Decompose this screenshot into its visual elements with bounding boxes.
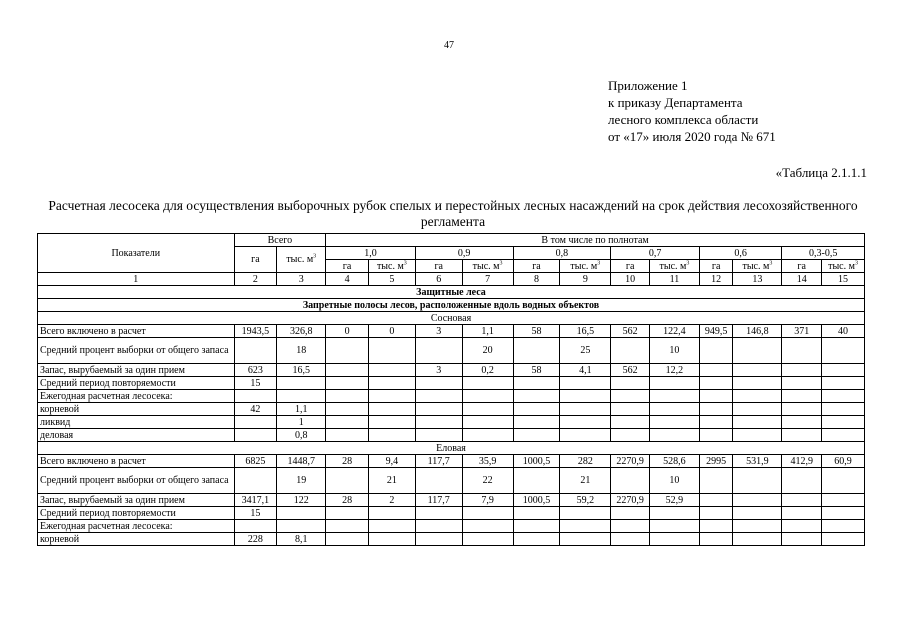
column-number: 13: [733, 273, 782, 286]
table-cell: 40: [822, 325, 865, 338]
table-cell: 3: [415, 364, 462, 377]
table-title: Расчетная лесосека для осуществления выборочных рубок спелых и перестойных лесных насаждений на срок действия лесохозяйственного регламента: [48, 198, 858, 229]
table-cell: [733, 416, 782, 429]
header-all-m3: тыс. $м^3$: [277, 247, 326, 273]
table-cell: 16,5: [560, 325, 611, 338]
table-row: [38, 494, 865, 507]
table-cell: [733, 468, 782, 494]
table-cell: [649, 429, 699, 442]
table-row: [38, 364, 865, 377]
table-cell: [649, 520, 699, 533]
page-number: 47: [444, 40, 454, 51]
row-label: корневой: [38, 403, 235, 416]
header-unit-m3: тыс. $м^3$: [649, 260, 699, 273]
table-cell: 412,9: [782, 455, 822, 468]
column-number: 8: [513, 273, 560, 286]
table-row: [38, 338, 865, 364]
section-spruce: Еловая: [38, 442, 865, 455]
table-cell: [733, 429, 782, 442]
column-number: 2: [234, 273, 277, 286]
table-cell: [699, 338, 733, 364]
table-cell: 58: [513, 364, 560, 377]
table-cell: 228: [234, 533, 277, 546]
table-cell: [699, 520, 733, 533]
table-row: [38, 455, 865, 468]
table-cell: [611, 520, 650, 533]
row-label: деловая: [38, 429, 235, 442]
header-density: 0,9: [415, 247, 513, 260]
table-cell: [462, 416, 513, 429]
column-number: 9: [560, 273, 611, 286]
table-cell: [415, 468, 462, 494]
column-number: 6: [415, 273, 462, 286]
table-row: [38, 390, 865, 403]
column-number-row: [38, 273, 865, 286]
table-cell: [326, 468, 369, 494]
table-cell: [368, 429, 415, 442]
table-row: [38, 533, 865, 546]
table-cell: 22: [462, 468, 513, 494]
table-cell: 59,2: [560, 494, 611, 507]
header-density: 0,8: [513, 247, 611, 260]
header-unit-m3: тыс. $м^3$: [733, 260, 782, 273]
table-cell: 42: [234, 403, 277, 416]
table-cell: [326, 377, 369, 390]
table-row: [38, 429, 865, 442]
table-cell: 10: [649, 468, 699, 494]
table-cell: 1448,7: [277, 455, 326, 468]
table-cell: [560, 416, 611, 429]
table-cell: 28: [326, 455, 369, 468]
table-cell: [326, 364, 369, 377]
header-indicator: Показатели: [38, 234, 235, 273]
column-number: 15: [822, 273, 865, 286]
table-cell: [699, 494, 733, 507]
table-cell: [368, 390, 415, 403]
table-cell: [560, 403, 611, 416]
table-cell: [560, 507, 611, 520]
table-cell: 117,7: [415, 455, 462, 468]
table-cell: [782, 468, 822, 494]
table-cell: [415, 338, 462, 364]
table-cell: [699, 377, 733, 390]
table-cell: [733, 364, 782, 377]
table-cell: [513, 416, 560, 429]
table-cell: [415, 403, 462, 416]
table-cell: [782, 533, 822, 546]
table-cell: [462, 429, 513, 442]
table-cell: 562: [611, 325, 650, 338]
table-cell: [560, 429, 611, 442]
table-cell: [415, 390, 462, 403]
table-cell: [513, 403, 560, 416]
header-unit-ha: га: [513, 260, 560, 273]
table-cell: [782, 377, 822, 390]
table-cell: [326, 390, 369, 403]
table-cell: [368, 338, 415, 364]
table-cell: [699, 403, 733, 416]
row-label: Средний процент выборки от общего запаса: [38, 468, 235, 494]
column-number: 5: [368, 273, 415, 286]
table-cell: 2270,9: [611, 455, 650, 468]
row-label: Запас, вырубаемый за один прием: [38, 494, 235, 507]
table-cell: 52,9: [649, 494, 699, 507]
table-cell: 18: [277, 338, 326, 364]
table-cell: [513, 520, 560, 533]
forest-cut-table: [37, 233, 865, 546]
header-unit-ha: га: [415, 260, 462, 273]
table-cell: [560, 377, 611, 390]
header-all-ha: га: [234, 247, 277, 273]
table-cell: [234, 338, 277, 364]
table-cell: [611, 377, 650, 390]
table-cell: 15: [234, 377, 277, 390]
table-cell: [513, 507, 560, 520]
table-cell: 2270,9: [611, 494, 650, 507]
table-cell: 1,1: [277, 403, 326, 416]
table-cell: [699, 390, 733, 403]
column-number: 4: [326, 273, 369, 286]
table-cell: [368, 533, 415, 546]
header-density: 0,3-0,5: [782, 247, 865, 260]
row-label: Средний период повторяемости: [38, 377, 235, 390]
table-row: [38, 507, 865, 520]
table-cell: [822, 468, 865, 494]
table-cell: [782, 364, 822, 377]
table-cell: 12,2: [649, 364, 699, 377]
table-cell: [326, 520, 369, 533]
row-label: Всего включено в расчет: [38, 455, 235, 468]
table-cell: [611, 403, 650, 416]
table-cell: 326,8: [277, 325, 326, 338]
table-cell: [649, 377, 699, 390]
table-cell: [415, 533, 462, 546]
table-cell: 9,4: [368, 455, 415, 468]
table-cell: 0,2: [462, 364, 513, 377]
table-cell: [462, 533, 513, 546]
header-density: 0,7: [611, 247, 700, 260]
column-number: 3: [277, 273, 326, 286]
column-number: 10: [611, 273, 650, 286]
table-cell: [699, 533, 733, 546]
table-cell: [234, 390, 277, 403]
table-cell: [649, 533, 699, 546]
table-cell: [277, 377, 326, 390]
annex-block: [608, 77, 776, 145]
table-cell: [782, 416, 822, 429]
header-density: 1,0: [326, 247, 416, 260]
table-cell: [415, 507, 462, 520]
table-cell: [326, 533, 369, 546]
header-unit-m3: тыс. $м^3$: [822, 260, 865, 273]
annex-line: лесного комплекса области: [608, 112, 759, 127]
table-cell: 19: [277, 468, 326, 494]
table-cell: [513, 377, 560, 390]
table-cell: 7,9: [462, 494, 513, 507]
table-cell: [782, 390, 822, 403]
table-row: [38, 520, 865, 533]
table-cell: [699, 429, 733, 442]
table-cell: [513, 390, 560, 403]
table-cell: [822, 429, 865, 442]
table-row: [38, 403, 865, 416]
table-cell: 15: [234, 507, 277, 520]
header-unit-m3: тыс. $м^3$: [462, 260, 513, 273]
table-cell: 1943,5: [234, 325, 277, 338]
table-cell: 20: [462, 338, 513, 364]
table-cell: 528,6: [649, 455, 699, 468]
table-cell: 562: [611, 364, 650, 377]
table-cell: 282: [560, 455, 611, 468]
table-cell: 10: [649, 338, 699, 364]
table-cell: 2995: [699, 455, 733, 468]
table-cell: [733, 520, 782, 533]
table-cell: [277, 390, 326, 403]
table-cell: [822, 364, 865, 377]
header-by-density: В том числе по полнотам: [326, 234, 865, 247]
table-cell: [462, 390, 513, 403]
table-cell: [560, 390, 611, 403]
table-cell: 3: [415, 325, 462, 338]
table-cell: 531,9: [733, 455, 782, 468]
header-unit-ha: га: [326, 260, 369, 273]
table-cell: [462, 377, 513, 390]
table-cell: [733, 494, 782, 507]
table-cell: [649, 403, 699, 416]
column-number: 12: [699, 273, 733, 286]
table-cell: 21: [368, 468, 415, 494]
table-cell: [782, 507, 822, 520]
table-cell: [699, 364, 733, 377]
table-cell: 122,4: [649, 325, 699, 338]
table-cell: 1000,5: [513, 494, 560, 507]
table-cell: 623: [234, 364, 277, 377]
section-pine: Сосновая: [38, 312, 865, 325]
header-unit-ha: га: [699, 260, 733, 273]
table-cell: [326, 403, 369, 416]
table-cell: [234, 468, 277, 494]
table-cell: 58: [513, 325, 560, 338]
table-cell: [611, 507, 650, 520]
table-row: [38, 377, 865, 390]
table-cell: [733, 390, 782, 403]
table-cell: [415, 429, 462, 442]
table-cell: [822, 403, 865, 416]
table-cell: [822, 494, 865, 507]
column-number: 7: [462, 273, 513, 286]
table-cell: 0: [368, 325, 415, 338]
table-cell: [513, 533, 560, 546]
table-cell: [733, 507, 782, 520]
table-cell: [462, 403, 513, 416]
row-label: Всего включено в расчет: [38, 325, 235, 338]
table-cell: [368, 403, 415, 416]
table-row: [38, 468, 865, 494]
table-cell: 8,1: [277, 533, 326, 546]
table-cell: 1,1: [462, 325, 513, 338]
table-cell: [513, 338, 560, 364]
table-cell: [611, 390, 650, 403]
row-label: Ежегодная расчетная лесосека:: [38, 520, 235, 533]
table-cell: [326, 429, 369, 442]
table-cell: [326, 507, 369, 520]
row-label: Средний период повторяемости: [38, 507, 235, 520]
header-unit-m3: тыс. $м^3$: [368, 260, 415, 273]
table-cell: [611, 468, 650, 494]
table-row: [38, 416, 865, 429]
table-cell: [611, 429, 650, 442]
table-cell: [733, 533, 782, 546]
table-cell: 21: [560, 468, 611, 494]
table-cell: [822, 416, 865, 429]
table-cell: [611, 533, 650, 546]
table-cell: [234, 520, 277, 533]
table-cell: [326, 338, 369, 364]
table-cell: [234, 429, 277, 442]
header-unit-m3: тыс. $м^3$: [560, 260, 611, 273]
table-cell: [560, 520, 611, 533]
table-cell: 35,9: [462, 455, 513, 468]
table-cell: 1000,5: [513, 455, 560, 468]
table-cell: [782, 494, 822, 507]
row-label: ликвид: [38, 416, 235, 429]
table-cell: [462, 520, 513, 533]
table-cell: [822, 533, 865, 546]
section-protective: Защитные леса: [38, 286, 865, 299]
table-cell: [822, 377, 865, 390]
table-cell: [782, 338, 822, 364]
table-row: [38, 325, 865, 338]
row-label: Запас, вырубаемый за один прием: [38, 364, 235, 377]
table-cell: [699, 416, 733, 429]
table-cell: [560, 533, 611, 546]
table-cell: 949,5: [699, 325, 733, 338]
table-cell: [415, 377, 462, 390]
table-cell: [822, 390, 865, 403]
table-cell: 16,5: [277, 364, 326, 377]
table-cell: [415, 520, 462, 533]
table-cell: [649, 507, 699, 520]
column-number: 11: [649, 273, 699, 286]
table-cell: [368, 416, 415, 429]
table-cell: [415, 416, 462, 429]
table-cell: [733, 377, 782, 390]
table-cell: [822, 507, 865, 520]
table-cell: [368, 520, 415, 533]
table-cell: 28: [326, 494, 369, 507]
header-unit-ha: га: [611, 260, 650, 273]
table-cell: [733, 338, 782, 364]
table-cell: 117,7: [415, 494, 462, 507]
table-cell: 25: [560, 338, 611, 364]
table-cell: 3417,1: [234, 494, 277, 507]
table-cell: [513, 429, 560, 442]
table-cell: 60,9: [822, 455, 865, 468]
table-cell: [699, 507, 733, 520]
table-cell: [234, 416, 277, 429]
header-all: Всего: [234, 234, 326, 247]
table-cell: [822, 338, 865, 364]
table-cell: [368, 377, 415, 390]
annex-line: Приложение 1: [608, 78, 688, 93]
annex-line: от «17» июля 2020 года № 671: [608, 129, 776, 144]
column-number: 1: [38, 273, 235, 286]
table-cell: [368, 507, 415, 520]
table-cell: 0,8: [277, 429, 326, 442]
table-cell: [277, 520, 326, 533]
table-cell: 2: [368, 494, 415, 507]
table-cell: [611, 416, 650, 429]
column-number: 14: [782, 273, 822, 286]
table-cell: [782, 520, 822, 533]
table-reference: «Таблица 2.1.1.1: [775, 165, 867, 180]
section-strips: Запретные полосы лесов, расположенные вдоль водных объектов: [38, 299, 865, 312]
row-label: корневой: [38, 533, 235, 546]
table-cell: [649, 416, 699, 429]
table-cell: [326, 416, 369, 429]
table-cell: [699, 468, 733, 494]
table-cell: [277, 507, 326, 520]
table-cell: [611, 338, 650, 364]
table-cell: [368, 364, 415, 377]
table-cell: 6825: [234, 455, 277, 468]
annex-line: к приказу Департамента: [608, 95, 743, 110]
table-cell: [733, 403, 782, 416]
table-cell: [462, 507, 513, 520]
table-cell: [782, 429, 822, 442]
table-cell: 146,8: [733, 325, 782, 338]
table-cell: 371: [782, 325, 822, 338]
header-unit-ha: га: [782, 260, 822, 273]
row-label: Средний процент выборки от общего запаса: [38, 338, 235, 364]
table-cell: [822, 520, 865, 533]
table-cell: 1: [277, 416, 326, 429]
table-cell: 122: [277, 494, 326, 507]
table-cell: [649, 390, 699, 403]
table-cell: [513, 468, 560, 494]
table-cell: 0: [326, 325, 369, 338]
table-cell: [782, 403, 822, 416]
table-cell: 4,1: [560, 364, 611, 377]
row-label: Ежегодная расчетная лесосека:: [38, 390, 235, 403]
header-density: 0,6: [699, 247, 781, 260]
